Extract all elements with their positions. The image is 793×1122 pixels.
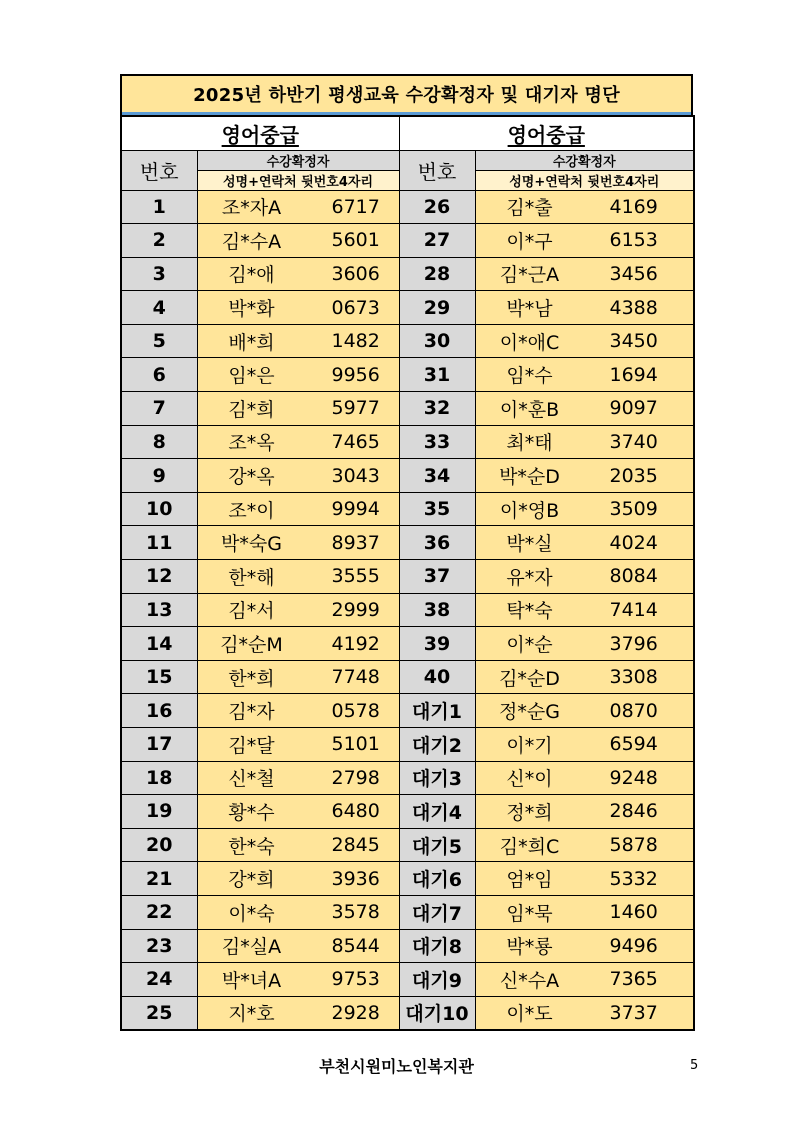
table-row bbox=[121, 560, 694, 594]
roster-sheet bbox=[120, 74, 693, 1031]
right-row-number: 대기6 bbox=[399, 862, 475, 896]
right-phone-last4: 6594 bbox=[609, 733, 658, 756]
person-entry bbox=[476, 832, 694, 859]
right-number-header: 번호 bbox=[399, 150, 475, 190]
person-entry bbox=[198, 630, 399, 657]
left-row-number: 5 bbox=[121, 324, 197, 358]
right-phone-last4: 3456 bbox=[609, 262, 658, 285]
right-person-name: 정*희 bbox=[506, 801, 553, 824]
right-phone-last4: 9496 bbox=[609, 934, 658, 957]
left-row-number: 11 bbox=[121, 526, 197, 560]
person-entry bbox=[476, 798, 694, 825]
left-row-number: 22 bbox=[121, 895, 197, 929]
person-entry bbox=[476, 260, 694, 287]
left-person-cell bbox=[197, 190, 399, 224]
person-entry bbox=[476, 664, 694, 691]
left-phone-last4: 2928 bbox=[331, 1001, 380, 1024]
left-row-number: 10 bbox=[121, 492, 197, 526]
table-row bbox=[121, 627, 694, 661]
left-person-cell bbox=[197, 358, 399, 392]
person-entry bbox=[198, 899, 399, 926]
left-person-cell bbox=[197, 593, 399, 627]
left-row-number: 15 bbox=[121, 660, 197, 694]
table-row bbox=[121, 324, 694, 358]
left-person-name: 조*옥 bbox=[228, 432, 275, 455]
person-entry bbox=[476, 563, 694, 590]
left-number-header: 번호 bbox=[121, 150, 197, 190]
right-row-number: 대기8 bbox=[399, 929, 475, 963]
left-phone-last4: 6717 bbox=[331, 195, 380, 218]
left-person-name: 김*수A bbox=[221, 230, 282, 253]
left-row-number: 18 bbox=[121, 761, 197, 795]
right-person-name: 박*실 bbox=[506, 533, 553, 556]
left-person-name: 황*수 bbox=[228, 801, 275, 824]
right-row-number: 대기10 bbox=[399, 996, 475, 1030]
right-row-number: 33 bbox=[399, 425, 475, 459]
footer-organization: 부천시원미노인복지관 bbox=[319, 1057, 474, 1076]
left-person-cell bbox=[197, 560, 399, 594]
left-person-cell bbox=[197, 963, 399, 997]
left-person-name: 박*화 bbox=[228, 298, 275, 321]
right-person-name: 최*태 bbox=[506, 432, 553, 455]
right-row-number: 34 bbox=[399, 459, 475, 493]
right-person-name: 이*순 bbox=[506, 634, 553, 657]
right-person-name: 유*자 bbox=[506, 566, 553, 589]
left-row-number: 25 bbox=[121, 996, 197, 1030]
right-row-number: 대기9 bbox=[399, 963, 475, 997]
left-row-number: 16 bbox=[121, 694, 197, 728]
left-person-cell bbox=[197, 459, 399, 493]
right-row-number: 36 bbox=[399, 526, 475, 560]
roster-rows bbox=[121, 190, 694, 1030]
left-person-name: 임*은 bbox=[228, 365, 275, 388]
table-row bbox=[121, 929, 694, 963]
left-person-name: 조*이 bbox=[228, 499, 275, 522]
right-row-number: 39 bbox=[399, 627, 475, 661]
right-phone-last4: 6153 bbox=[609, 229, 658, 252]
table-row bbox=[121, 190, 694, 224]
table-row bbox=[121, 358, 694, 392]
right-person-name: 박*남 bbox=[506, 298, 553, 321]
person-entry bbox=[198, 832, 399, 859]
left-person-name: 김*자 bbox=[228, 701, 275, 724]
right-person-name: 정*순G bbox=[499, 701, 560, 724]
left-person-name: 신*철 bbox=[228, 768, 275, 791]
left-phone-last4: 9753 bbox=[331, 968, 380, 991]
right-row-number: 대기3 bbox=[399, 761, 475, 795]
table-row bbox=[121, 895, 694, 929]
left-phone-last4: 3578 bbox=[331, 901, 380, 924]
person-entry bbox=[198, 966, 399, 993]
right-row-number: 대기2 bbox=[399, 728, 475, 762]
left-phone-last4: 3936 bbox=[331, 867, 380, 890]
table-row bbox=[121, 291, 694, 325]
right-phone-last4: 1460 bbox=[609, 901, 658, 924]
left-person-name: 한*해 bbox=[228, 566, 275, 589]
right-phone-last4: 3796 bbox=[609, 632, 658, 655]
right-person-cell bbox=[475, 358, 694, 392]
left-person-cell bbox=[197, 728, 399, 762]
right-phone-last4: 4388 bbox=[609, 296, 658, 319]
person-entry bbox=[476, 764, 694, 791]
person-entry bbox=[476, 630, 694, 657]
left-row-number: 21 bbox=[121, 862, 197, 896]
right-person-name: 이*도 bbox=[506, 1003, 553, 1026]
right-phone-last4: 8084 bbox=[609, 565, 658, 588]
left-person-name: 김*실A bbox=[221, 936, 282, 959]
right-row-number: 35 bbox=[399, 492, 475, 526]
right-person-cell bbox=[475, 895, 694, 929]
person-entry bbox=[198, 731, 399, 758]
left-person-name: 김*순M bbox=[220, 634, 283, 657]
left-section-label: 영어중급 bbox=[221, 122, 299, 147]
right-person-name: 김*출 bbox=[506, 197, 553, 220]
left-person-name: 박*녀A bbox=[221, 969, 282, 992]
left-row-number: 24 bbox=[121, 963, 197, 997]
right-person-name: 임*묵 bbox=[506, 902, 553, 925]
left-phone-last4: 2999 bbox=[331, 598, 380, 621]
right-person-cell bbox=[475, 627, 694, 661]
left-confirmed-header: 수강확정자 bbox=[197, 150, 399, 170]
left-row-number: 7 bbox=[121, 392, 197, 426]
person-entry bbox=[198, 462, 399, 489]
right-person-name: 김*희C bbox=[499, 835, 560, 858]
person-entry bbox=[198, 260, 399, 287]
right-person-name: 신*수A bbox=[499, 969, 560, 992]
left-person-name: 김*애 bbox=[228, 264, 275, 287]
person-entry bbox=[476, 428, 694, 455]
right-person-name: 김*순D bbox=[499, 667, 560, 690]
left-person-cell bbox=[197, 895, 399, 929]
right-person-name: 박*순D bbox=[499, 466, 560, 489]
right-person-name: 엄*임 bbox=[506, 869, 553, 892]
left-phone-last4: 8937 bbox=[331, 531, 380, 554]
person-entry bbox=[198, 664, 399, 691]
person-entry bbox=[198, 193, 399, 220]
right-person-name: 이*영B bbox=[499, 499, 560, 522]
left-row-number: 4 bbox=[121, 291, 197, 325]
left-person-name: 김*달 bbox=[228, 734, 275, 757]
left-phone-last4: 5601 bbox=[331, 229, 380, 252]
right-row-number: 대기1 bbox=[399, 694, 475, 728]
right-person-cell bbox=[475, 828, 694, 862]
right-person-name: 탁*숙 bbox=[506, 600, 553, 623]
right-row-number: 26 bbox=[399, 190, 475, 224]
right-person-name: 이*훈B bbox=[499, 398, 560, 421]
right-person-cell bbox=[475, 224, 694, 258]
right-phone-last4: 3509 bbox=[609, 498, 658, 521]
table-row bbox=[121, 828, 694, 862]
person-entry bbox=[476, 462, 694, 489]
left-phone-last4: 5101 bbox=[331, 733, 380, 756]
left-row-number: 19 bbox=[121, 795, 197, 829]
left-phone-last4: 8544 bbox=[331, 934, 380, 957]
left-person-cell bbox=[197, 526, 399, 560]
left-row-number: 17 bbox=[121, 728, 197, 762]
left-person-cell bbox=[197, 392, 399, 426]
person-entry bbox=[198, 496, 399, 523]
left-row-number: 23 bbox=[121, 929, 197, 963]
left-phone-last4: 4192 bbox=[331, 632, 380, 655]
right-person-cell bbox=[475, 795, 694, 829]
right-person-name: 이*구 bbox=[506, 230, 553, 253]
table-row bbox=[121, 728, 694, 762]
right-person-name: 김*근A bbox=[499, 264, 560, 287]
right-person-cell bbox=[475, 728, 694, 762]
left-person-cell bbox=[197, 224, 399, 258]
left-row-number: 9 bbox=[121, 459, 197, 493]
left-person-cell bbox=[197, 627, 399, 661]
right-phone-last4: 9248 bbox=[609, 766, 658, 789]
right-row-number: 28 bbox=[399, 257, 475, 291]
right-person-cell bbox=[475, 593, 694, 627]
left-person-name: 박*숙G bbox=[221, 533, 282, 556]
left-person-cell bbox=[197, 291, 399, 325]
person-entry bbox=[476, 395, 694, 422]
right-phone-last4: 5332 bbox=[609, 867, 658, 890]
right-row-number: 37 bbox=[399, 560, 475, 594]
right-person-cell bbox=[475, 761, 694, 795]
right-person-cell bbox=[475, 929, 694, 963]
right-phone-last4: 3737 bbox=[609, 1001, 658, 1024]
table-row bbox=[121, 492, 694, 526]
right-person-name: 임*수 bbox=[506, 365, 553, 388]
left-person-cell bbox=[197, 660, 399, 694]
left-person-name: 한*희 bbox=[228, 667, 275, 690]
right-phone-last4: 3740 bbox=[609, 430, 658, 453]
right-phone-last4: 7414 bbox=[609, 598, 658, 621]
roster-table bbox=[120, 115, 695, 1031]
right-row-number: 대기7 bbox=[399, 895, 475, 929]
right-row-number: 29 bbox=[399, 291, 475, 325]
table-row bbox=[121, 425, 694, 459]
right-sub-header: 성명+연락처 뒷번호4자리 bbox=[475, 170, 694, 190]
person-entry bbox=[198, 865, 399, 892]
person-entry bbox=[476, 999, 694, 1026]
right-phone-last4: 2035 bbox=[609, 464, 658, 487]
left-section-title bbox=[121, 116, 399, 150]
table-row bbox=[121, 224, 694, 258]
person-entry bbox=[476, 193, 694, 220]
left-row-number: 2 bbox=[121, 224, 197, 258]
right-person-cell bbox=[475, 324, 694, 358]
right-person-cell bbox=[475, 459, 694, 493]
left-row-number: 12 bbox=[121, 560, 197, 594]
person-entry bbox=[198, 328, 399, 355]
table-row bbox=[121, 795, 694, 829]
left-row-number: 14 bbox=[121, 627, 197, 661]
right-phone-last4: 3308 bbox=[609, 666, 658, 689]
right-person-cell bbox=[475, 392, 694, 426]
left-phone-last4: 2798 bbox=[331, 766, 380, 789]
left-row-number: 13 bbox=[121, 593, 197, 627]
person-entry bbox=[198, 697, 399, 724]
person-entry bbox=[476, 496, 694, 523]
table-row bbox=[121, 660, 694, 694]
right-person-cell bbox=[475, 425, 694, 459]
person-entry bbox=[198, 764, 399, 791]
right-person-name: 이*애C bbox=[499, 331, 560, 354]
right-person-cell bbox=[475, 694, 694, 728]
table-row bbox=[121, 996, 694, 1030]
right-row-number: 30 bbox=[399, 324, 475, 358]
right-phone-last4: 5878 bbox=[609, 834, 658, 857]
person-entry bbox=[198, 294, 399, 321]
right-phone-last4: 4169 bbox=[609, 195, 658, 218]
right-person-cell bbox=[475, 560, 694, 594]
left-phone-last4: 1482 bbox=[331, 330, 380, 353]
person-entry bbox=[198, 529, 399, 556]
person-entry bbox=[198, 596, 399, 623]
right-person-name: 박*룡 bbox=[506, 936, 553, 959]
left-person-cell bbox=[197, 862, 399, 896]
right-row-number: 38 bbox=[399, 593, 475, 627]
right-person-name: 이*기 bbox=[506, 734, 553, 757]
right-confirmed-header: 수강확정자 bbox=[475, 150, 694, 170]
left-person-cell bbox=[197, 425, 399, 459]
left-phone-last4: 5977 bbox=[331, 397, 380, 420]
left-person-cell bbox=[197, 929, 399, 963]
person-entry bbox=[476, 596, 694, 623]
right-row-number: 31 bbox=[399, 358, 475, 392]
right-person-cell bbox=[475, 190, 694, 224]
right-section-title bbox=[399, 116, 694, 150]
right-person-cell bbox=[475, 862, 694, 896]
left-person-cell bbox=[197, 996, 399, 1030]
left-row-number: 8 bbox=[121, 425, 197, 459]
person-entry bbox=[198, 395, 399, 422]
left-person-cell bbox=[197, 492, 399, 526]
right-phone-last4: 9097 bbox=[609, 397, 658, 420]
left-phone-last4: 0578 bbox=[331, 699, 380, 722]
table-row bbox=[121, 761, 694, 795]
person-entry bbox=[198, 361, 399, 388]
right-row-number: 32 bbox=[399, 392, 475, 426]
left-person-name: 조*자A bbox=[221, 197, 282, 220]
person-entry bbox=[198, 798, 399, 825]
right-person-cell bbox=[475, 492, 694, 526]
left-row-number: 3 bbox=[121, 257, 197, 291]
left-phone-last4: 6480 bbox=[331, 800, 380, 823]
person-entry bbox=[476, 328, 694, 355]
right-person-cell bbox=[475, 257, 694, 291]
table-row bbox=[121, 392, 694, 426]
table-row bbox=[121, 862, 694, 896]
roster-title: 2025년 하반기 평생교육 수강확정자 및 대기자 명단 bbox=[120, 74, 693, 112]
left-person-name: 지*호 bbox=[228, 1003, 275, 1026]
person-entry bbox=[198, 428, 399, 455]
person-entry bbox=[476, 731, 694, 758]
right-phone-last4: 0870 bbox=[609, 699, 658, 722]
left-person-name: 이*숙 bbox=[228, 902, 275, 925]
right-phone-last4: 4024 bbox=[609, 531, 658, 554]
left-phone-last4: 0673 bbox=[331, 296, 380, 319]
right-row-number: 대기5 bbox=[399, 828, 475, 862]
person-entry bbox=[476, 865, 694, 892]
left-phone-last4: 7465 bbox=[331, 430, 380, 453]
left-sub-header: 성명+연락처 뒷번호4자리 bbox=[197, 170, 399, 190]
left-person-name: 한*숙 bbox=[228, 835, 275, 858]
person-entry bbox=[476, 227, 694, 254]
right-person-cell bbox=[475, 660, 694, 694]
left-row-number: 1 bbox=[121, 190, 197, 224]
left-phone-last4: 3043 bbox=[331, 464, 380, 487]
right-person-cell bbox=[475, 963, 694, 997]
left-person-name: 배*희 bbox=[228, 331, 275, 354]
table-row bbox=[121, 963, 694, 997]
left-row-number: 6 bbox=[121, 358, 197, 392]
left-person-cell bbox=[197, 828, 399, 862]
right-phone-last4: 3450 bbox=[609, 330, 658, 353]
left-phone-last4: 3555 bbox=[331, 565, 380, 588]
person-entry bbox=[198, 932, 399, 959]
left-person-name: 김*희 bbox=[228, 398, 275, 421]
table-row bbox=[121, 593, 694, 627]
left-person-cell bbox=[197, 761, 399, 795]
person-entry bbox=[198, 227, 399, 254]
left-phone-last4: 9956 bbox=[331, 363, 380, 386]
right-phone-last4: 7365 bbox=[609, 968, 658, 991]
left-person-cell bbox=[197, 795, 399, 829]
person-entry bbox=[198, 563, 399, 590]
left-person-cell bbox=[197, 694, 399, 728]
right-section-label: 영어중급 bbox=[507, 122, 585, 147]
person-entry bbox=[476, 529, 694, 556]
right-person-cell bbox=[475, 526, 694, 560]
person-entry bbox=[476, 899, 694, 926]
right-row-number: 27 bbox=[399, 224, 475, 258]
table-row bbox=[121, 694, 694, 728]
left-phone-last4: 9994 bbox=[331, 498, 380, 521]
left-person-cell bbox=[197, 324, 399, 358]
right-phone-last4: 2846 bbox=[609, 800, 658, 823]
table-row bbox=[121, 257, 694, 291]
left-phone-last4: 7748 bbox=[331, 666, 380, 689]
table-row bbox=[121, 526, 694, 560]
left-person-cell bbox=[197, 257, 399, 291]
left-person-name: 강*희 bbox=[228, 869, 275, 892]
person-entry bbox=[476, 361, 694, 388]
left-phone-last4: 2845 bbox=[331, 834, 380, 857]
person-entry bbox=[476, 697, 694, 724]
page-number: 5 bbox=[690, 1058, 699, 1073]
right-phone-last4: 1694 bbox=[609, 363, 658, 386]
right-person-cell bbox=[475, 996, 694, 1030]
person-entry bbox=[198, 999, 399, 1026]
left-person-name: 김*서 bbox=[228, 600, 275, 623]
left-phone-last4: 3606 bbox=[331, 262, 380, 285]
table-row bbox=[121, 459, 694, 493]
right-row-number: 40 bbox=[399, 660, 475, 694]
left-row-number: 20 bbox=[121, 828, 197, 862]
person-entry bbox=[476, 294, 694, 321]
right-row-number: 대기4 bbox=[399, 795, 475, 829]
person-entry bbox=[476, 932, 694, 959]
right-person-cell bbox=[475, 291, 694, 325]
right-person-name: 신*이 bbox=[506, 768, 553, 791]
person-entry bbox=[476, 966, 694, 993]
left-person-name: 강*옥 bbox=[228, 466, 275, 489]
